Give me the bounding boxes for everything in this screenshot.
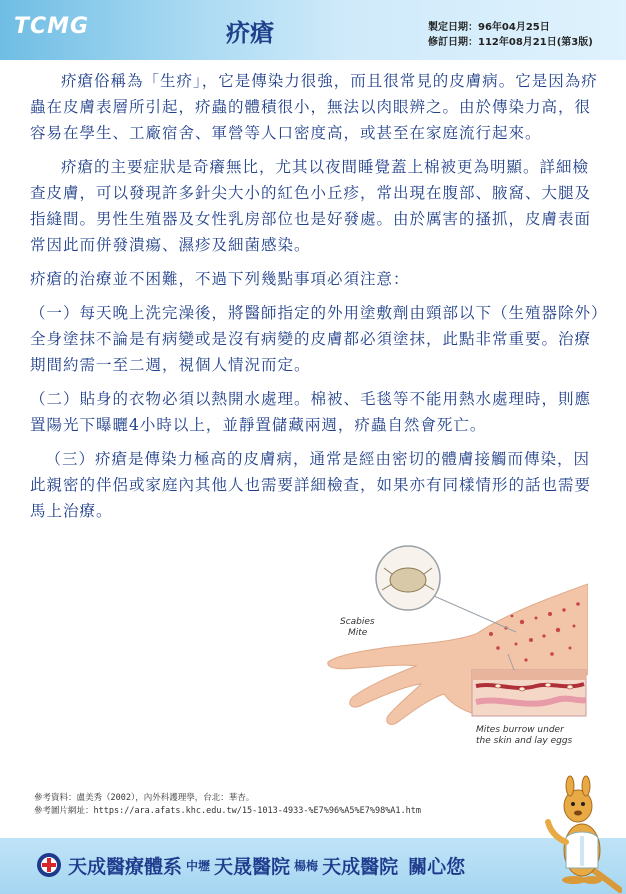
mite-label-line1: Scabies <box>340 617 375 627</box>
revised-date: 修訂日期：112年08月21日(第3版) <box>428 37 593 48</box>
header-banner <box>0 0 626 60</box>
article-body <box>30 68 602 532</box>
footer-slogan: 關心您 <box>408 855 466 878</box>
treatment-item-2: （二）貼身的衣物必須以熱開水處理。棉被、毛毯等不能用熱水處理時，則應置陽光下曝曬4小時以上，並靜置儲藏兩週，疥蟲自然會死亡。 <box>30 390 592 434</box>
mite-label-line2: Mite <box>348 628 368 638</box>
burrow-label-line2: the skin and lay eggs <box>476 736 573 746</box>
intro-paragraph: 疥瘡俗稱為「生疥」，它是傳染力很強，而且很常見的皮膚病。它是因為疥蟲在皮膚表層所引起，疥蟲的體積很小，無法以肉眼辨之。由於傳染力高，很容易在學生、工廠宿舍、軍營等人口密度高，或甚至在家庭流行起來。 <box>30 72 598 142</box>
references <box>34 792 594 818</box>
hospital-tiancheng: 天成醫院 <box>322 855 399 878</box>
scabies-hand-illustration <box>326 544 588 754</box>
footer-hospital-line <box>36 850 465 880</box>
burrow-label-line1: Mites burrow under <box>476 725 564 735</box>
reference-book: 參考資料：盧美秀（2002），內外科護理學，台北：華杏。 <box>34 793 255 803</box>
made-date: 製定日期：96年04月25日 <box>428 22 550 33</box>
hospital-logo-icon <box>36 852 62 878</box>
hospital-tiansheng: 天晟醫院 <box>214 855 291 878</box>
treatment-intro: 疥瘡的治療並不困難，不過下列幾點事項必須注意： <box>30 270 410 288</box>
page-title: 疥瘡 <box>226 18 274 47</box>
brand-logo-text: TCMG <box>14 14 90 39</box>
date-info <box>428 20 593 50</box>
reference-image-url: 參考圖片網址：https://ara.afats.khc.edu.tw/15-1013-4933-%E7%96%A5%E7%98%A1.htm <box>34 806 422 816</box>
location-zhongli: 中壢 <box>186 858 211 873</box>
treatment-item-1: （一）每天晚上洗完澡後，將醫師指定的外用塗敷劑由頸部以下（生殖器除外）全身塗抹不論是有病變或是沒有病變的皮膚都必須塗抹，此點非常重要。治療期間約需一至二週，視個人情況而定。 <box>30 304 600 374</box>
symptoms-paragraph: 疥瘡的主要症狀是奇癢無比，尤其以夜間睡覺蓋上棉被更為明顯。詳細檢查皮膚，可以發現許多針尖大小的紅色小丘疹，常出現在腹部、腋窩、大腿及指縫間。男性生殖器及女性乳房部位也是好發處。由於厲害的搔抓，皮膚表面常因此而併發潰瘍、濕疹及細菌感染。 <box>30 158 592 254</box>
footer-banner <box>0 838 626 894</box>
treatment-item-3: （三）疥瘡是傳染力極高的皮膚病，通常是經由密切的體膚接觸而傳染，因此親密的伴侶或家庭內其他人也需要詳細檢查，如果亦有同樣情形的話也需要馬上治療。 <box>30 450 592 520</box>
location-yangmei: 楊梅 <box>294 858 319 873</box>
kangaroo-mascot-icon <box>540 772 622 894</box>
system-name: 天成醫療體系 <box>68 855 183 878</box>
